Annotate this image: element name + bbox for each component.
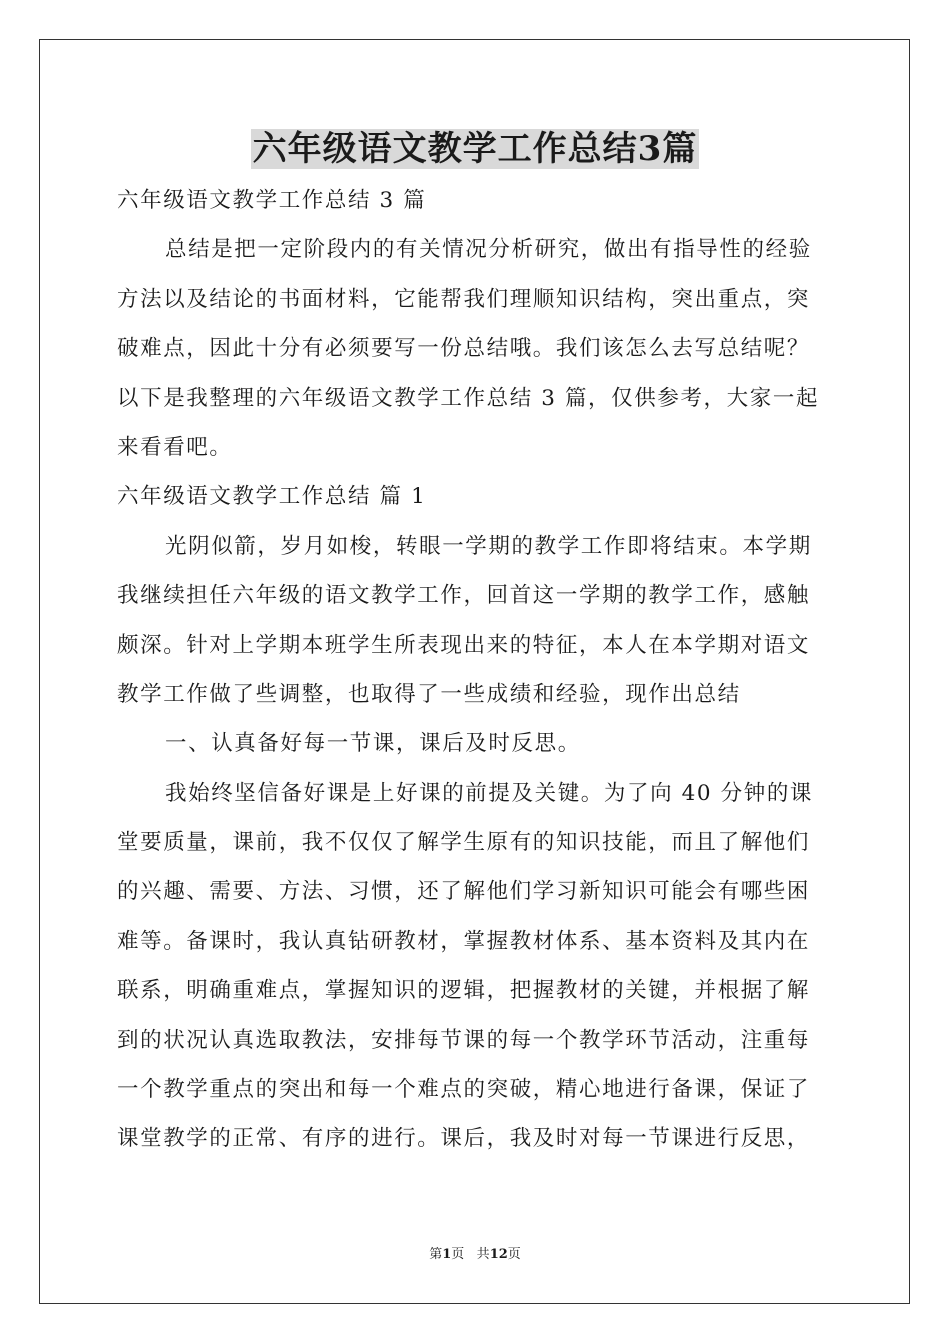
text-line: 光阴似箭，岁月如梭，转眼一学期的教学工作即将结束。本学期 <box>165 533 812 559</box>
footer-total-suffix: 页 <box>507 1247 521 1262</box>
footer-page-prefix: 第 <box>429 1247 443 1262</box>
text-line: 一、认真备好每一节课，课后及时反思。 <box>165 731 581 757</box>
page-footer <box>0 1247 950 1263</box>
text-line: 难等。备课时，我认真钻研教材，掌握教材体系、基本资料及其内在 <box>117 928 811 954</box>
text-line: 六年级语文教学工作总结 3 篇 <box>117 188 427 213</box>
text-line: 以下是我整理的六年级语文教学工作总结 3 篇，仅供参考，大家一起 <box>117 385 820 411</box>
text-line: 课堂教学的正常、有序的进行。课后，我及时对每一节课进行反思， <box>117 1126 811 1152</box>
text-line: 来看看吧。 <box>117 434 233 460</box>
text-line: 到的状况认真选取教法，安排每节课的每一个教学环节活动，注重每 <box>117 1027 811 1053</box>
text-line: 颇深。针对上学期本班学生所表现出来的特征，本人在本学期对语文 <box>117 632 811 658</box>
footer-total-prefix: 共 <box>476 1247 490 1262</box>
footer-page-suffix: 页 <box>451 1247 465 1262</box>
text-line: 堂要质量，课前，我不仅仅了解学生原有的知识技能，而且了解他们 <box>117 830 811 856</box>
text-line: 我始终坚信备好课是上好课的前提及关键。为了向 40 分钟的课 <box>165 780 814 806</box>
text-line: 方法以及结论的书面材料，它能帮我们理顺知识结构，突出重点，突 <box>117 286 811 312</box>
text-line: 一个教学重点的突出和每一个难点的突破，精心地进行备课，保证了 <box>117 1077 811 1103</box>
text-line: 六年级语文教学工作总结 篇 1 <box>117 484 427 510</box>
text-line: 的兴趣、需要、方法、习惯，还了解他们学习新知识可能会有哪些困 <box>117 879 811 905</box>
document-title <box>0 126 950 172</box>
text-line: 联系，明确重难点，掌握知识的逻辑，把握教材的关键，并根据了解 <box>117 978 811 1004</box>
document-title-text: 六年级语文教学工作总结3篇 <box>252 129 698 169</box>
text-line: 我继续担任六年级的语文教学工作，回首这一学期的教学工作，感触 <box>117 583 811 609</box>
document-body <box>117 176 837 1164</box>
text-line: 教学工作做了些调整，也取得了一些成绩和经验，现作出总结 <box>117 681 741 707</box>
text-line: 破难点，因此十分有必须要写一份总结哦。我们该怎么去写总结呢？ <box>117 336 811 362</box>
footer-page-number: 1 <box>442 1247 452 1262</box>
footer-total-pages: 12 <box>489 1247 508 1262</box>
text-line: 总结是把一定阶段内的有关情况分析研究，做出有指导性的经验 <box>165 237 812 263</box>
